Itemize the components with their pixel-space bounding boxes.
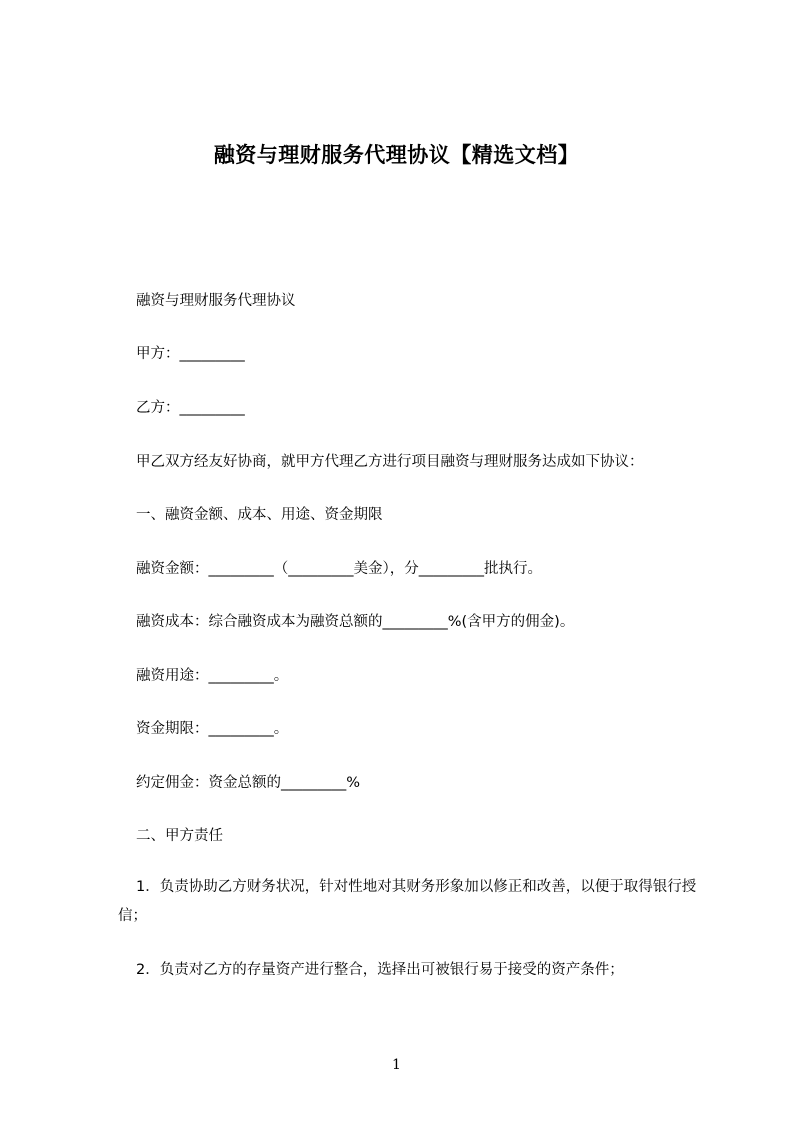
agreement-heading: 融资与理财服务代理协议 xyxy=(136,293,296,309)
party-b-line: 乙方：_________ xyxy=(136,400,245,416)
clause-1-paragraph: 1．负责协助乙方财务状况，针对性地对其财务形象加以修正和改善，以便于取得银行授信； xyxy=(118,879,697,924)
financing-amount-line: 融资金额：_________（_________美金），分_________批执行。 xyxy=(136,561,542,577)
clause-2-paragraph: 2．负责对乙方的存量资产进行整合，选择出可被银行易于接受的资产条件； xyxy=(136,962,624,978)
page-number: 1 xyxy=(392,1057,401,1073)
party-a-line: 甲方：_________ xyxy=(136,346,245,362)
preamble-paragraph: 甲乙双方经友好协商，就甲方代理乙方进行项目融资与理财服务达成如下协议： xyxy=(136,454,644,470)
financing-purpose-line: 融资用途：_________。 xyxy=(136,668,289,684)
section-heading-2: 二、甲方责任 xyxy=(136,828,223,844)
commission-line: 约定佣金：资金总额的_________% xyxy=(136,775,361,791)
section-heading-1: 一、融资金额、成本、用途、资金期限 xyxy=(136,507,383,523)
funding-term-line: 资金期限：_________。 xyxy=(136,721,289,737)
financing-cost-line: 融资成本：综合融资成本为融资总额的_________%(含甲方的佣金)。 xyxy=(136,614,575,630)
document-title: 融资与理财服务代理协议【精选文档】 xyxy=(213,143,580,167)
